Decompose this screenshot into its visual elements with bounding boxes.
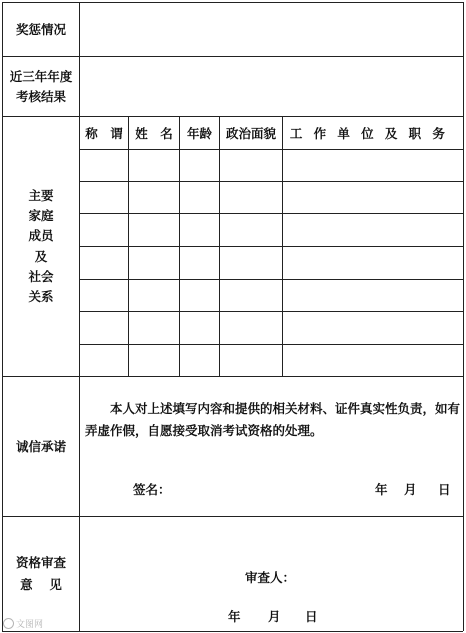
family-label-line: 成员 — [28, 228, 54, 244]
family-col-line — [219, 116, 220, 376]
awards-label-text: 奖惩情况 — [15, 21, 66, 37]
family-row-line — [79, 311, 463, 312]
signature-label — [133, 480, 171, 498]
header-relation-text: 称 谓 — [85, 126, 123, 141]
integrity-statement — [85, 398, 461, 442]
family-col-line — [128, 116, 129, 376]
integrity-date-month — [404, 480, 417, 498]
family-row-line — [79, 246, 463, 247]
header-age-text: 年龄 — [186, 126, 212, 141]
border-right — [463, 2, 464, 631]
qualification-date-day — [305, 607, 318, 625]
family-row-line — [79, 181, 463, 182]
family-row-line — [79, 344, 463, 345]
header-employer-position-text: 工作单位及职务 — [289, 126, 457, 141]
annual-review-label — [3, 57, 79, 116]
family-row-line — [79, 279, 463, 280]
awards-label — [3, 3, 79, 56]
reviewer-label — [245, 568, 295, 586]
qualification-date-year — [228, 607, 241, 625]
integrity-date-year — [375, 480, 388, 498]
family-row-line — [79, 213, 463, 214]
family-label-line: 及 — [34, 248, 48, 264]
family-relations-label — [3, 117, 79, 376]
qualification-label-line2: 意 见 — [20, 577, 62, 592]
annual-review-label-line1: 近三年年度 — [9, 69, 73, 85]
family-col-line — [179, 116, 180, 376]
reviewer-label-text: 审查人： — [245, 570, 296, 585]
watermark-logo-icon — [3, 618, 14, 629]
integrity-year-text: 年 — [375, 482, 388, 497]
integrity-day-text: 日 — [438, 482, 451, 497]
integrity-month-text: 月 — [404, 482, 417, 497]
signature-label-text: 签名： — [133, 482, 171, 497]
header-political-status-text: 政治面貌 — [225, 126, 276, 141]
annual-review-label-line2: 考核结果 — [15, 88, 66, 104]
label-column-divider — [79, 2, 80, 631]
family-label-line: 家庭 — [28, 208, 54, 223]
header-political-status — [220, 118, 282, 148]
integrity-statement-text: 本人对上述填写内容和提供的相关材料、证件真实性负责，如有弄虚作假，自愿接受取消考试资格的处理。 — [85, 401, 461, 438]
qualification-review-label — [3, 517, 79, 631]
integrity-pledge-label — [3, 377, 79, 516]
border-bottom — [2, 631, 463, 632]
header-age — [180, 118, 219, 148]
family-row-line — [79, 149, 463, 150]
watermark-text: 文图网 — [16, 620, 44, 630]
qualification-date-month — [268, 607, 281, 625]
header-employer-position — [283, 118, 463, 148]
qualification-month-text: 月 — [268, 609, 281, 624]
qualification-day-text: 日 — [305, 609, 318, 624]
qualification-year-text: 年 — [228, 609, 241, 624]
integrity-label-text: 诚信承诺 — [15, 438, 66, 454]
header-name — [129, 118, 179, 148]
header-relation — [80, 118, 128, 148]
family-label-line: 关系 — [28, 289, 54, 304]
family-col-line — [282, 116, 283, 376]
qualification-label-line1: 资格审查 — [15, 554, 66, 570]
family-label-line: 主要 — [28, 187, 54, 203]
family-label-line: 社会 — [28, 268, 54, 284]
watermark — [3, 617, 43, 630]
integrity-date-day — [438, 480, 451, 498]
header-name-text: 姓 名 — [135, 126, 173, 141]
